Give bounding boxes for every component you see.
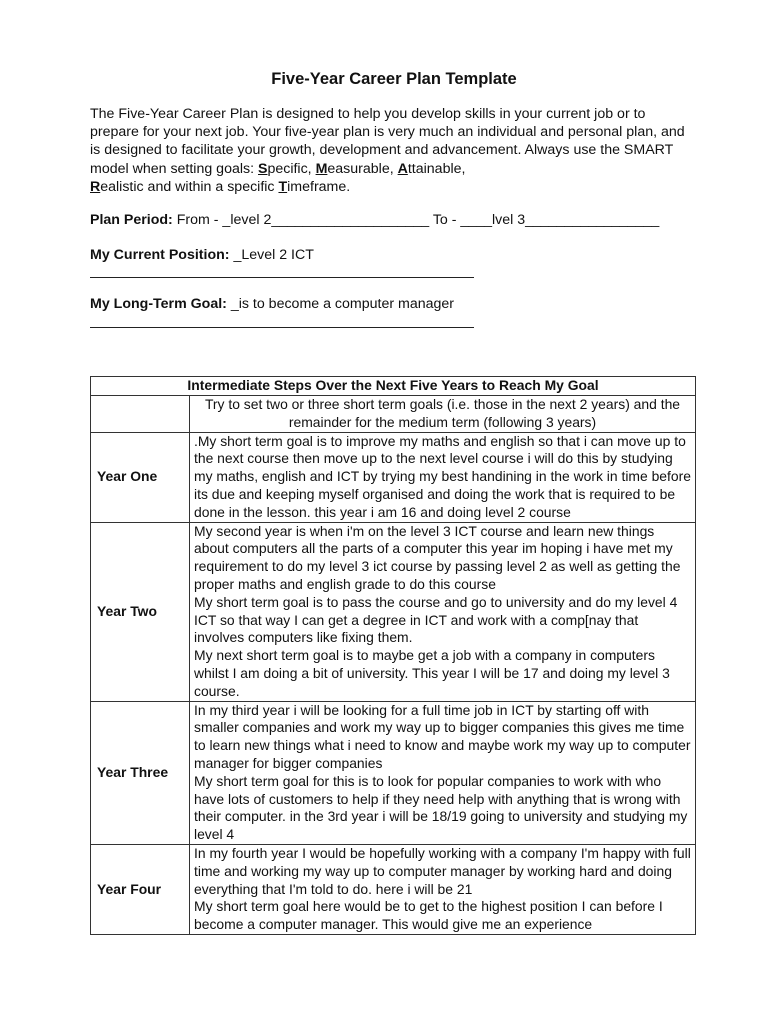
smart-m: M [315, 160, 328, 177]
smart-a-rest: ttainable, [407, 160, 466, 177]
document-title: Five-Year Career Plan Template [271, 70, 517, 88]
year-paragraph: My short term goal for this is to look for popular companies to work with who have lots of customers to help if they need help with anything that is wrong with their computer. in the 3rd year i will be 18/19 going to university and studying my level 4 [194, 772, 688, 843]
guide-text: Try to set two or three short term goals (i.e. those in the next 2 years) and the remainder for the medium term (following 3 years) [190, 396, 696, 433]
smart-m-rest: easurable, [327, 160, 398, 177]
year-paragraph: .My short term goal is to improve my maths and english so that i can move up to the next course then move up to the next level course i will do this by studying my maths, english and ICT by trying my best handining in the work in time before its due and keeping myself organised and doing the work that is required to be done in the lesson. this year i am 16 and doing level 2 course [194, 432, 691, 520]
year-label: Year Four [91, 844, 190, 934]
smart-t-rest: imeframe. [287, 178, 351, 195]
year-paragraph: My next short term goal is to maybe get a job with a company in computers whilst I am doing a bit of university. This year I will be 17 and doing my level 3 course. [194, 647, 670, 699]
year-content [190, 432, 696, 522]
intro-paragraph [90, 105, 698, 196]
current-position-underline [90, 264, 474, 278]
table-row [91, 844, 696, 934]
table-row [91, 701, 696, 844]
table-guide-row [91, 396, 696, 433]
smart-t: T [278, 178, 288, 195]
year-paragraph: My short term goal is to pass the course and go to university and do my level 4 ICT so that way I can get a degree in ICT and work with a comp[nay that involves computers like fixing them. [194, 593, 678, 646]
long-term-goal-label: My Long-Term Goal: [90, 296, 227, 313]
current-position-value: _Level 2 ICT [229, 247, 314, 264]
smart-r: R [90, 178, 101, 195]
year-label: Year Two [91, 522, 190, 701]
current-position-label: My Current Position: [90, 247, 230, 264]
intermediate-steps-table [90, 376, 696, 935]
career-plan-document [90, 68, 698, 933]
smart-a: A [397, 160, 408, 177]
smart-r-rest: ealistic and within a specific [100, 178, 279, 195]
year-paragraph: My second year is when i'm on the level 3 ICT course and learn new things about computers all the parts of a computer this year im hoping i have met my requirement to do my level 3 ict course by passing level 2 as well as getting the proper maths and english grade to do this course [194, 522, 681, 592]
plan-period-value: From - _level 2____________________ To - ____lvel 3_________________ [172, 212, 660, 229]
long-term-goal-value: _is to become a computer manager [226, 296, 455, 313]
current-position-field [90, 246, 698, 278]
year-paragraph: In my third year i will be looking for a full time job in ICT by starting off with smaller companies and work my way up to bigger companies this gives me time to learn new things what i need to know and maybe work my way up to computer manager for bigger companies [194, 701, 691, 771]
smart-s: S [258, 160, 268, 177]
table-header: Intermediate Steps Over the Next Five Years to Reach My Goal [91, 377, 696, 396]
smart-s-rest: pecific, [267, 160, 316, 177]
plan-period-field [90, 211, 698, 229]
year-paragraph: My short term goal here would be to get to the highest position I can before I become a computer manager. This would give me an experience [194, 898, 663, 933]
table-header-row [91, 377, 696, 396]
year-label: Year One [91, 432, 190, 522]
long-term-goal-field [90, 295, 698, 327]
year-content [190, 522, 696, 701]
year-content [190, 701, 696, 844]
intro-text: The Five-Year Career Plan is designed to help you develop skills in your current job or to prepare for your next job. Your five-year plan is very much an individual and personal plan, and is designed to facilitate your growth, development and advancement. Always use the SMART model when setting goals: [90, 106, 685, 177]
table-row [91, 522, 696, 701]
year-content [190, 844, 696, 934]
plan-period-label: Plan Period: [90, 212, 173, 229]
year-paragraph: In my fourth year I would be hopefully working with a company I'm happy with full time and working my way up to computer manager by working hard and doing everything that I'm told to do. here i will be 21 [194, 844, 691, 897]
year-label: Year Three [91, 701, 190, 844]
long-term-goal-underline [90, 314, 474, 328]
guide-empty-cell [91, 396, 190, 433]
table-row [91, 432, 696, 522]
